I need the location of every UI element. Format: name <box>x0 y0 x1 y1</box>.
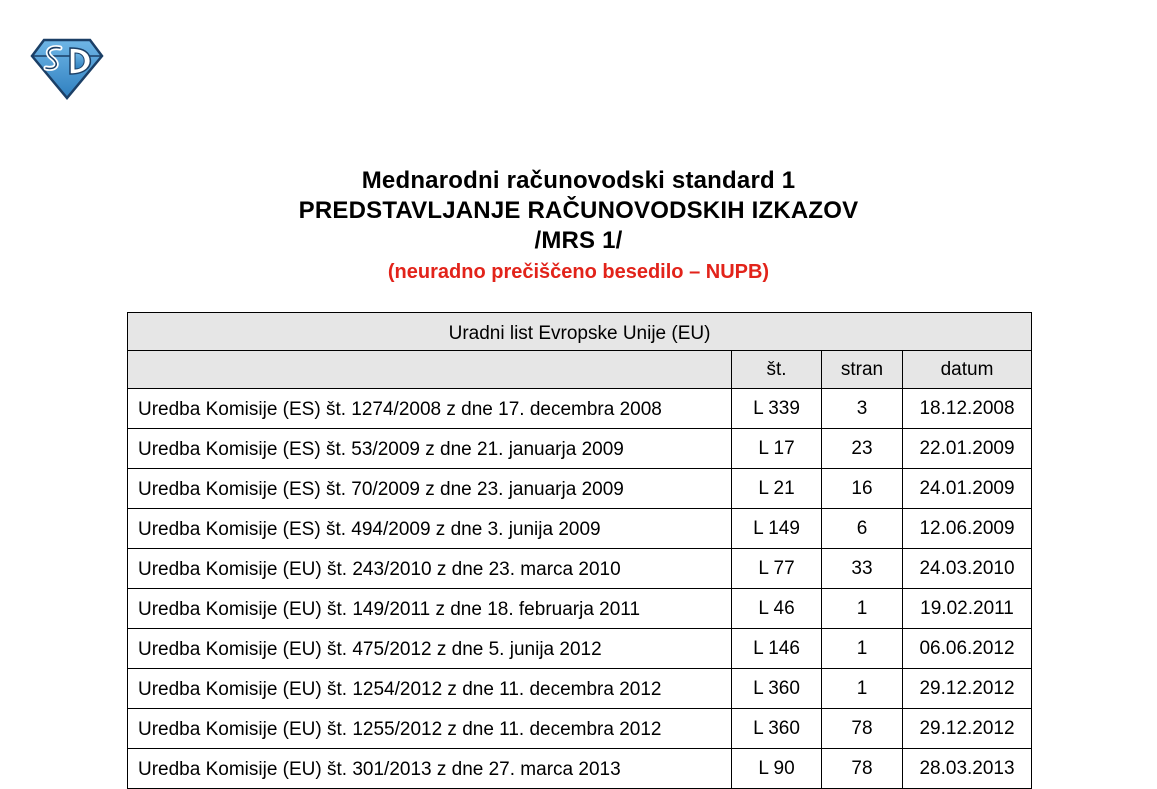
regulation-name-cell: Uredba Komisije (EU) št. 301/2013 z dne 27. marca 2013 <box>128 749 732 789</box>
table-row <box>128 709 1032 749</box>
column-header-row <box>128 351 1032 389</box>
stran-cell: 3 <box>822 389 903 429</box>
table-row <box>128 389 1032 429</box>
regulation-name-cell: Uredba Komisije (EU) št. 475/2012 z dne 5. junija 2012 <box>128 629 732 669</box>
table-row <box>128 749 1032 789</box>
stran-cell: 78 <box>822 749 903 789</box>
stran-cell: 33 <box>822 549 903 589</box>
column-header-regulation <box>128 351 732 389</box>
datum-cell: 22.01.2009 <box>903 429 1032 469</box>
sd-diamond-logo-icon <box>30 38 104 100</box>
stran-cell: 1 <box>822 629 903 669</box>
table-header-row <box>128 313 1032 351</box>
datum-cell: 06.06.2012 <box>903 629 1032 669</box>
datum-cell: 28.03.2013 <box>903 749 1032 789</box>
table-row <box>128 589 1032 629</box>
table-row <box>128 549 1032 589</box>
st-cell: L 90 <box>732 749 822 789</box>
table-row <box>128 669 1032 709</box>
datum-cell: 18.12.2008 <box>903 389 1032 429</box>
regulation-name-cell: Uredba Komisije (EU) št. 1254/2012 z dne 11. decembra 2012 <box>128 669 732 709</box>
st-cell: L 360 <box>732 709 822 749</box>
st-cell: L 360 <box>732 669 822 709</box>
table-row <box>128 429 1032 469</box>
stran-cell: 6 <box>822 509 903 549</box>
st-cell: L 17 <box>732 429 822 469</box>
regulation-name-cell: Uredba Komisije (EU) št. 149/2011 z dne 18. februarja 2011 <box>128 589 732 629</box>
datum-cell: 29.12.2012 <box>903 709 1032 749</box>
stran-cell: 23 <box>822 429 903 469</box>
table-row <box>128 629 1032 669</box>
column-header-stran: stran <box>822 351 903 389</box>
regulation-name-cell: Uredba Komisije (ES) št. 1274/2008 z dne 17. decembra 2008 <box>128 389 732 429</box>
regulation-name-cell: Uredba Komisije (EU) št. 1255/2012 z dne 11. decembra 2012 <box>128 709 732 749</box>
document-subtitle: (neuradno prečiščeno besedilo – NUPB) <box>387 261 770 283</box>
regulation-table <box>127 312 1032 789</box>
st-cell: L 21 <box>732 469 822 509</box>
stran-cell: 16 <box>822 469 903 509</box>
datum-cell: 24.03.2010 <box>903 549 1032 589</box>
datum-cell: 29.12.2012 <box>903 669 1032 709</box>
column-header-st: št. <box>732 351 822 389</box>
st-cell: L 339 <box>732 389 822 429</box>
column-header-datum: datum <box>903 351 1032 389</box>
table-header: Uradni list Evropske Unije (EU) <box>128 313 1032 351</box>
stran-cell: 78 <box>822 709 903 749</box>
datum-cell: 19.02.2011 <box>903 589 1032 629</box>
stran-cell: 1 <box>822 589 903 629</box>
st-cell: L 146 <box>732 629 822 669</box>
title-line-3: /MRS 1/ <box>534 227 623 254</box>
title-line-2: PREDSTAVLJANJE RAČUNOVODSKIH IZKAZOV <box>298 197 859 224</box>
st-cell: L 149 <box>732 509 822 549</box>
table-row <box>128 469 1032 509</box>
document-title-block <box>0 166 1157 286</box>
stran-cell: 1 <box>822 669 903 709</box>
title-line-1: Mednarodni računovodski standard 1 <box>361 167 796 194</box>
st-cell: L 77 <box>732 549 822 589</box>
regulation-name-cell: Uredba Komisije (ES) št. 70/2009 z dne 23. januarja 2009 <box>128 469 732 509</box>
table-row <box>128 509 1032 549</box>
datum-cell: 12.06.2009 <box>903 509 1032 549</box>
regulation-name-cell: Uredba Komisije (EU) št. 243/2010 z dne 23. marca 2010 <box>128 549 732 589</box>
regulation-name-cell: Uredba Komisije (ES) št. 494/2009 z dne 3. junija 2009 <box>128 509 732 549</box>
regulation-name-cell: Uredba Komisije (ES) št. 53/2009 z dne 21. januarja 2009 <box>128 429 732 469</box>
datum-cell: 24.01.2009 <box>903 469 1032 509</box>
st-cell: L 46 <box>732 589 822 629</box>
